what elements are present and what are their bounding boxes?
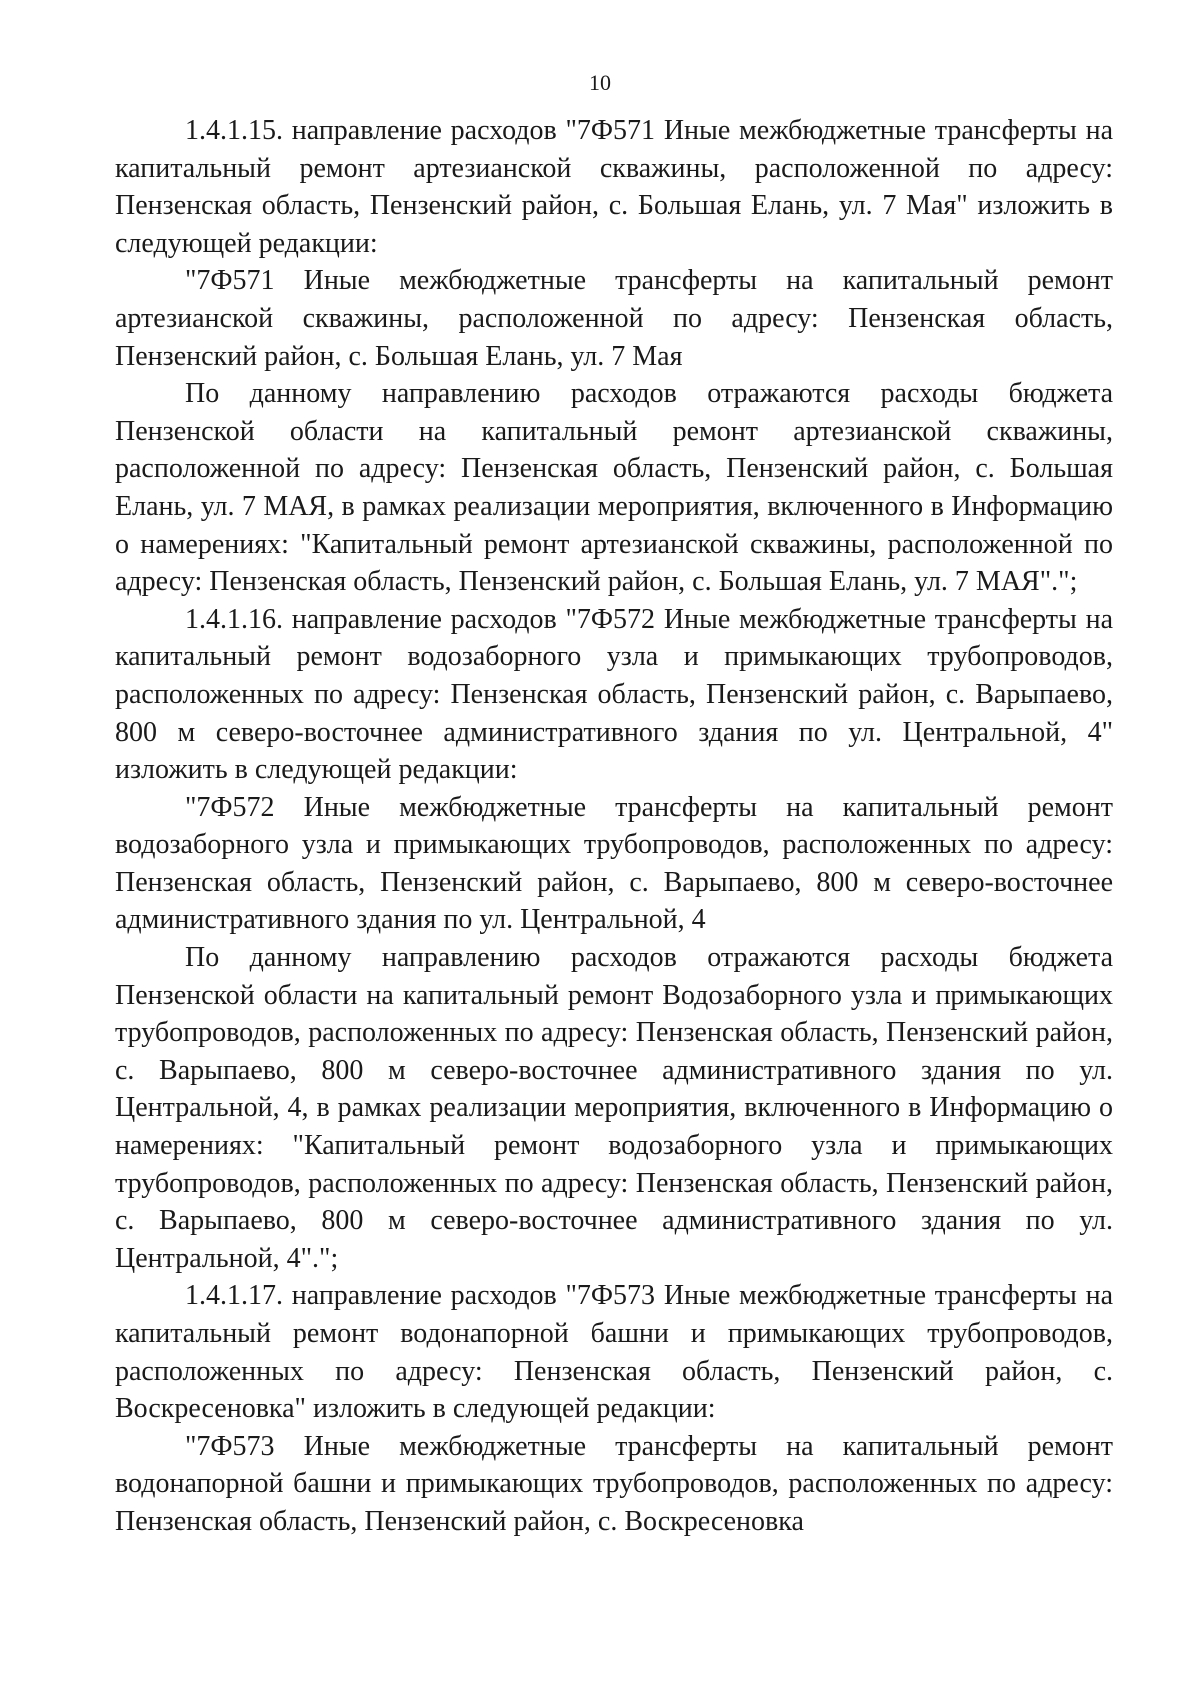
paragraph-1-4-1-16-heading: 1.4.1.16. направление расходов "7Ф572 Иные межбюджетные трансферты на капитальный ремонт водозаборного узла и примыкающих трубопроводов, расположенных по адресу: Пензенская область, Пензенский район, с. Варыпаево, 800 м северо-восточнее административного здания по ул. Центральной, 4" изложить в следующей редакции: (115, 603, 1113, 786)
paragraph-7f572-title: "7Ф572 Иные межбюджетные трансферты на капитальный ремонт водозаборного узла и примыкающих трубопроводов, расположенных по адресу: Пензенская область, Пензенский район, с. Варыпаево, 800 м северо-восточнее административного здания по ул. Центральной, 4 (115, 791, 1113, 936)
page-number: 10 (589, 70, 611, 95)
document-body (115, 112, 1113, 1541)
paragraph-1-4-1-17-heading: 1.4.1.17. направление расходов "7Ф573 Иные межбюджетные трансферты на капитальный ремонт водонапорной башни и примыкающих трубопроводов, расположенных по адресу: Пензенская область, Пензенский район, с. Воскресеновка" изложить в следующей редакции: (115, 1280, 1113, 1425)
paragraph-1-4-1-15-heading: 1.4.1.15. направление расходов "7Ф571 Иные межбюджетные трансферты на капитальный ремонт артезианской скважины, расположенной по адресу: Пензенская область, Пензенский район, с. Большая Елань, ул. 7 Мая" изложить в следующей редакции: (115, 115, 1113, 259)
paragraph-7f571-description: По данному направлению расходов отражаются расходы бюджета Пензенской области на капитальный ремонт артезианской скважины, расположенной по адресу: Пензенская область, Пензенский район, с. Большая Елань, ул. 7 МАЯ, в рамках реализации мероприятия, включенного в Информацию о намерениях: "Капитальный ремонт артезианской скважины, расположенной по адресу: Пензенская область, Пензенский район, с. Большая Елань, ул. 7 МАЯ"."; (115, 378, 1113, 598)
paragraph-7f572-description: По данному направлению расходов отражаются расходы бюджета Пензенской области на капитальный ремонт Водозаборного узла и примыкающих трубопроводов, расположенных по адресу: Пензенская область, Пензенский район, с. Варыпаево, 800 м северо-восточнее административного здания по ул. Центральной, 4, в рамках реализации мероприятия, включенного в Информацию о намерениях: "Капитальный ремонт водозаборного узла и примыкающих трубопроводов, расположенных по адресу: Пензенская область, Пензенский район, с. Варыпаево, 800 м северо-восточнее административного здания по ул. Центральной, 4"."; (115, 942, 1113, 1274)
paragraph-7f571-title: "7Ф571 Иные межбюджетные трансферты на капитальный ремонт артезианской скважины, расположенной по адресу: Пензенская область, Пензенский район, с. Большая Елань, ул. 7 Мая (115, 265, 1113, 372)
paragraph-7f573-title: "7Ф573 Иные межбюджетные трансферты на капитальный ремонт водонапорной башни и примыкающих трубопроводов, расположенных по адресу: Пензенская область, Пензенский район, с. Воскресеновка (115, 1430, 1113, 1537)
